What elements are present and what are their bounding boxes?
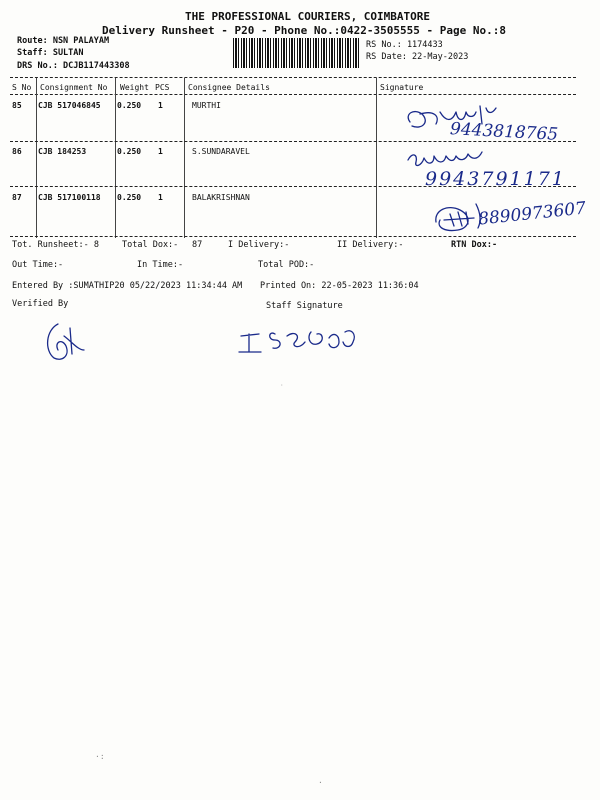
handwritten-phone-2: 9943791171: [425, 168, 566, 190]
handwritten-phone-3: 8890973607: [477, 198, 587, 230]
verified-by-label: Verified By: [12, 299, 69, 309]
company-title: THE PROFESSIONAL COURIERS, COIMBATORE: [185, 10, 431, 23]
col-divider: [376, 78, 377, 238]
staff-signature-label: Staff Signature: [266, 301, 343, 311]
col-signature: Signature: [380, 83, 424, 92]
scan-speck: ·: [318, 778, 323, 787]
header-top-rule: [10, 77, 576, 78]
rs-date: RS Date: 22-May-2023: [366, 52, 469, 62]
row-sno: 86: [12, 147, 22, 156]
row-consignee: BALAKRISHNAN: [192, 193, 250, 202]
col-divider: [115, 78, 116, 238]
tot-runsheet: Tot. Runsheet:- 8: [12, 240, 99, 250]
ii-delivery: II Delivery:-: [337, 240, 404, 250]
table-bottom-rule: [10, 236, 576, 237]
rs-number: RS No.: 1174433: [366, 40, 443, 50]
row-sno: 85: [12, 101, 22, 110]
runsheet-subtitle: Delivery Runsheet - P20 - Phone No.:0422-3505555 - Page No.:8: [102, 24, 506, 37]
col-pcs: PCS: [155, 83, 170, 92]
in-time: In Time:-: [137, 260, 184, 270]
drs-number: DRS No.: DCJB117443308: [17, 61, 130, 71]
out-time: Out Time:-: [12, 260, 64, 270]
i-delivery: I Delivery:-: [228, 240, 290, 250]
total-dox-label: Total Dox:-: [122, 240, 179, 250]
rtn-dox: RTN Dox:-: [451, 240, 498, 250]
row-weight: 0.250: [117, 101, 142, 110]
handwritten-phone-1: 9443818765: [449, 119, 559, 145]
printed-on: Printed On: 22-05-2023 11:36:04: [260, 281, 419, 291]
col-sno: S No: [12, 83, 32, 92]
total-dox-value: 87: [192, 240, 203, 250]
route-label: Route: NSN PALAYAM: [17, 36, 110, 46]
row-weight: 0.250: [117, 193, 142, 202]
staff-signature: [235, 318, 365, 358]
row-sno: 87: [12, 193, 22, 202]
col-divider: [184, 78, 185, 238]
row-consignment: CJB 517100118: [38, 193, 101, 202]
entered-by: Entered By :SUMATHIP20 05/22/2023 11:34:44 AM: [12, 281, 243, 291]
staff-label: Staff: SULTAN: [17, 48, 84, 58]
row-pcs: 1: [158, 147, 163, 156]
scan-speck: ·: [280, 382, 284, 389]
total-pod: Total POD:-: [258, 260, 315, 270]
row-consignee: MURTHI: [192, 101, 221, 110]
row-consignment: CJB 517046845: [38, 101, 101, 110]
col-consignment: Consignment No: [40, 83, 108, 92]
row-consignee: S.SUNDARAVEL: [192, 147, 250, 156]
col-divider: [36, 78, 37, 238]
col-weight: Weight: [120, 83, 149, 92]
row-pcs: 1: [158, 101, 163, 110]
row-consignment: CJB 184253: [38, 147, 87, 156]
header-bottom-rule: [10, 94, 576, 95]
col-consignee: Consignee Details: [188, 83, 270, 92]
verified-signature: [40, 320, 90, 365]
row-weight: 0.250: [117, 147, 142, 156]
row-pcs: 1: [158, 193, 163, 202]
barcode: [233, 38, 359, 68]
scan-speck: ·:: [95, 752, 105, 761]
